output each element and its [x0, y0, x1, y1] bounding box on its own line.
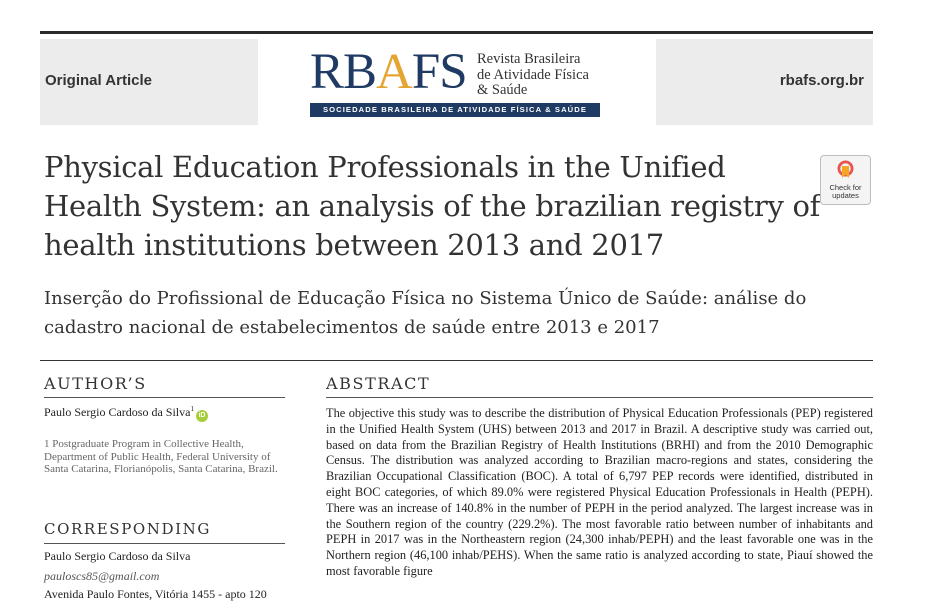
author-affiliation: 1 Postgraduate Program in Collective Health, Department of Public Health, Federal University of Santa Catarina, Florianópolis, Santa Catarina, Brazil.: [44, 438, 278, 476]
article-title: Physical Education Professionals in the Unified Health System: an analysis of the brazilian registry of health institutions between 2013 and 2017: [44, 150, 821, 262]
logo-society-bar: SOCIEDADE BRASILEIRA DE ATIVIDADE FÍSICA & SAÚDE: [310, 103, 600, 117]
abstract-heading: ABSTRACT: [326, 374, 431, 393]
journal-logo[interactable]: [310, 44, 600, 118]
corresponding-name: Paulo Sergio Cardoso da Silva: [44, 549, 191, 563]
authors-heading: AUTHOR’S: [44, 374, 147, 393]
corresponding-email[interactable]: pauloscs85@gmail.com: [44, 569, 160, 583]
article-subtitle: Inserção do Profissional de Educação Física no Sistema Único de Saúde: análise do cadastro nacional de estabelecimentos de saúde entre 2013 e 2017: [44, 288, 807, 338]
article-type-panel: [40, 39, 258, 125]
orcid-icon[interactable]: iD: [196, 410, 208, 422]
article-type: Original Article: [45, 72, 152, 89]
website-panel: [656, 39, 873, 125]
bookmark-icon: [837, 160, 854, 182]
corresponding-heading-rule: [44, 543, 285, 544]
check-for-updates-badge[interactable]: [820, 155, 871, 205]
logo-wordmark: RBAFS: [310, 44, 467, 100]
logo-journal-name: Revista Brasileira de Atividade Física & Saúde: [477, 51, 589, 98]
badge-label: Check for updates: [829, 183, 862, 200]
abstract-heading-rule: [326, 397, 873, 398]
section-rule: [40, 360, 873, 361]
corresponding-heading: CORRESPONDING: [44, 520, 211, 538]
abstract-text: The objective this study was to describe the distribution of Physical Education Professionals (PEP) registered in the Unified Health System (UHS) between 2013 and 2017 in Brazil. A descriptive study was carried out, based on data from the Brazilian Registry of Health Institutions (BRHI) and from the 2010 Demographic Census. The distribution was analyzed according to Brazilian macro-regions and states, considering the Brazilian Occupational Classification (BOC). A total of 6,797 PEP records were identified, distributed in eight BOC categories, of which 89.0% were registered Physical Education Professionals in Health (PEPH). There was an increase of 140.8% in the number of PEPH in the period analyzed. The largest increase was in the Southern region of the country (229.2%). The most favorable ratio between number of inhabitants and PEPH in 2017 was in the Northeastern region (24,300 inhab/PEPH) and the least favorable one was in the Northern region (46,100 inhab/PEHS). When the same ratio is analyzed according to state, Piauí showed the most favorable figure: [326, 406, 873, 578]
authors-heading-rule: [44, 397, 285, 398]
corresponding-address: Avenida Paulo Fontes, Vitória 1455 - apto 120: [44, 587, 267, 601]
website-link[interactable]: rbafs.org.br: [779, 72, 864, 89]
top-rule: [40, 31, 873, 34]
author-name: Paulo Sergio Cardoso da Silva$^1$iD: [44, 405, 208, 422]
